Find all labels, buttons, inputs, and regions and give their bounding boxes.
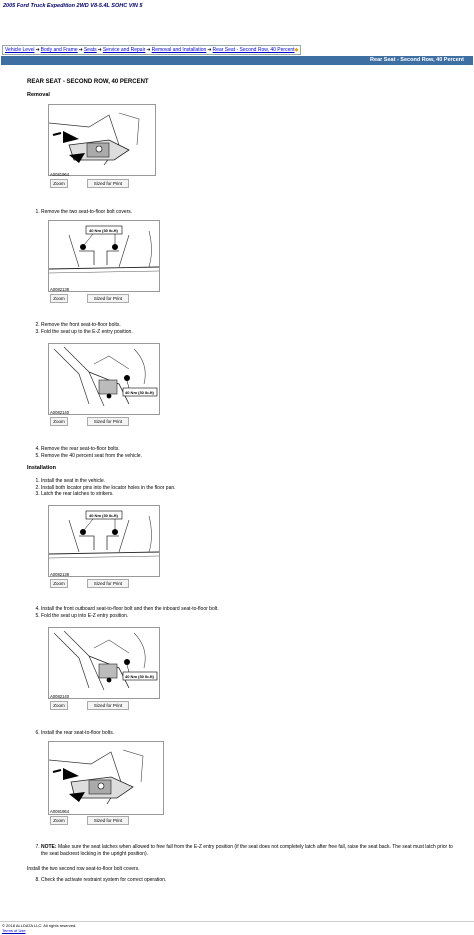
sized-for-print-button[interactable]: Sized for Print <box>87 294 129 303</box>
page-heading: REAR SEAT - SECOND ROW, 40 PERCENT <box>27 79 149 85</box>
steps-list-3 <box>30 446 461 459</box>
zoom-button[interactable]: Zoom <box>50 417 68 426</box>
installation-heading: Installation <box>27 465 57 471</box>
step: 5. Fold the seat up into E-Z entry position. <box>41 613 461 620</box>
figure-rear-bolts-install <box>48 627 160 699</box>
figure-seat-pivot-install <box>48 741 164 815</box>
breadcrumb-current[interactable]: Rear Seat - Second Row, 40 Percent <box>212 47 295 53</box>
breadcrumb-body-and-frame[interactable]: Body and Frame <box>40 47 78 53</box>
figure-front-bolts <box>48 220 160 292</box>
figure-id: A0082140 <box>50 694 70 699</box>
breadcrumb-arrow-icon: ➜ <box>207 47 212 53</box>
step: 5. Remove the 40 percent seat from the vehicle. <box>41 453 461 460</box>
torque-label: 40 Nm (30 lb-ft) <box>89 513 118 518</box>
breadcrumb-arrow-icon: ➜ <box>78 47 83 53</box>
figure-id: A0082139 <box>50 287 70 292</box>
zoom-button[interactable]: Zoom <box>50 701 68 710</box>
torque-label: 40 Nm (30 lb-ft) <box>125 390 154 395</box>
steps-list-1 <box>30 209 461 216</box>
step: 3. Fold the seat up to the E-Z entry position. <box>41 329 461 336</box>
breadcrumb-seats[interactable]: Seats <box>83 47 97 53</box>
breadcrumb-arrow-icon: ➜ <box>35 47 40 53</box>
breadcrumb-vehicle-level[interactable]: Vehicle Level <box>5 47 35 53</box>
breadcrumb-removal-and-installation[interactable]: Removal and Installation <box>151 47 207 53</box>
step: 1. Install the seat in the vehicle. <box>41 478 461 485</box>
zoom-button[interactable]: Zoom <box>50 294 68 303</box>
figure-id: A0082139 <box>50 572 70 577</box>
copyright: © 2018 ALLDATA LLC. All rights reserved. <box>2 923 77 928</box>
step: 2. Install both locator pins into the locator holes in the floor pan. <box>41 485 461 492</box>
step: 3. Latch the rear latches to strikers. <box>41 491 461 498</box>
terms-of-use-link[interactable]: Terms of Use <box>2 928 26 933</box>
step: 1. Remove the two seat-to-floor bolt covers. <box>41 209 461 216</box>
torque-label: 40 Nm (30 lb-ft) <box>89 228 118 233</box>
step <box>41 844 459 857</box>
figure-seat-pivot <box>48 104 156 176</box>
step: 4. Install the front outboard seat-to-floor bolt and then the inboard seat-to-floor bolt. <box>41 606 461 613</box>
vehicle-title: 2005 Ford Truck Expedition 2WD V8-5.4L SOHC VIN 5 <box>3 3 143 9</box>
steps-list-5 <box>30 606 461 619</box>
removal-heading: Removal <box>27 92 50 98</box>
steps-list-6 <box>30 730 461 737</box>
figure-id: A0081964 <box>50 172 70 177</box>
sized-for-print-button[interactable]: Sized for Print <box>87 179 129 188</box>
sized-for-print-button[interactable]: Sized for Print <box>87 701 129 710</box>
sized-for-print-button[interactable]: Sized for Print <box>87 579 129 588</box>
sized-for-print-button[interactable]: Sized for Print <box>87 417 129 426</box>
step: 2. Remove the front seat-to-floor bolts. <box>41 322 461 329</box>
zoom-button[interactable]: Zoom <box>50 579 68 588</box>
breadcrumb-arrow-icon: ➜ <box>97 47 102 53</box>
step: 4. Remove the rear seat-to-floor bolts. <box>41 446 461 453</box>
figure-front-bolts-install <box>48 505 160 577</box>
steps-list-4 <box>30 478 461 498</box>
step: 6. Install the rear seat-to-floor bolts. <box>41 730 461 737</box>
step: 8. Check the activate restraint system for correct operation. <box>41 877 461 884</box>
figure-id: A0082140 <box>50 410 70 415</box>
breadcrumb <box>2 45 301 55</box>
breadcrumb-arrow-icon: ➜ <box>146 47 151 53</box>
install-covers-text: Install the two second row seat-to-floor bolt covers. <box>27 866 140 872</box>
note-text: Make sure the seat latches when allowed to free fall from the E-Z entry position (if the seat does not completely latch after free fall, raise the seat back. The seat must latch prior to the seat backrest locking in the upright position). <box>41 844 453 857</box>
sized-for-print-button[interactable]: Sized for Print <box>87 816 129 825</box>
footer-divider <box>0 921 474 922</box>
zoom-button[interactable]: Zoom <box>50 816 68 825</box>
steps-list-2 <box>30 322 461 335</box>
figure-rear-bolts <box>48 343 160 415</box>
bookmark-icon[interactable]: ◆ <box>294 47 299 53</box>
breadcrumb-service-and-repair[interactable]: Service and Repair <box>102 47 146 53</box>
zoom-button[interactable]: Zoom <box>50 179 68 188</box>
footer-links <box>2 928 26 933</box>
note-label: NOTE: <box>41 844 57 850</box>
steps-list-8 <box>30 877 461 884</box>
page-title-bar: Rear Seat - Second Row, 40 Percent <box>1 56 473 65</box>
figure-id: A0081964 <box>50 809 70 814</box>
torque-label: 40 Nm (30 lb-ft) <box>125 674 154 679</box>
steps-list-7 <box>30 844 459 857</box>
